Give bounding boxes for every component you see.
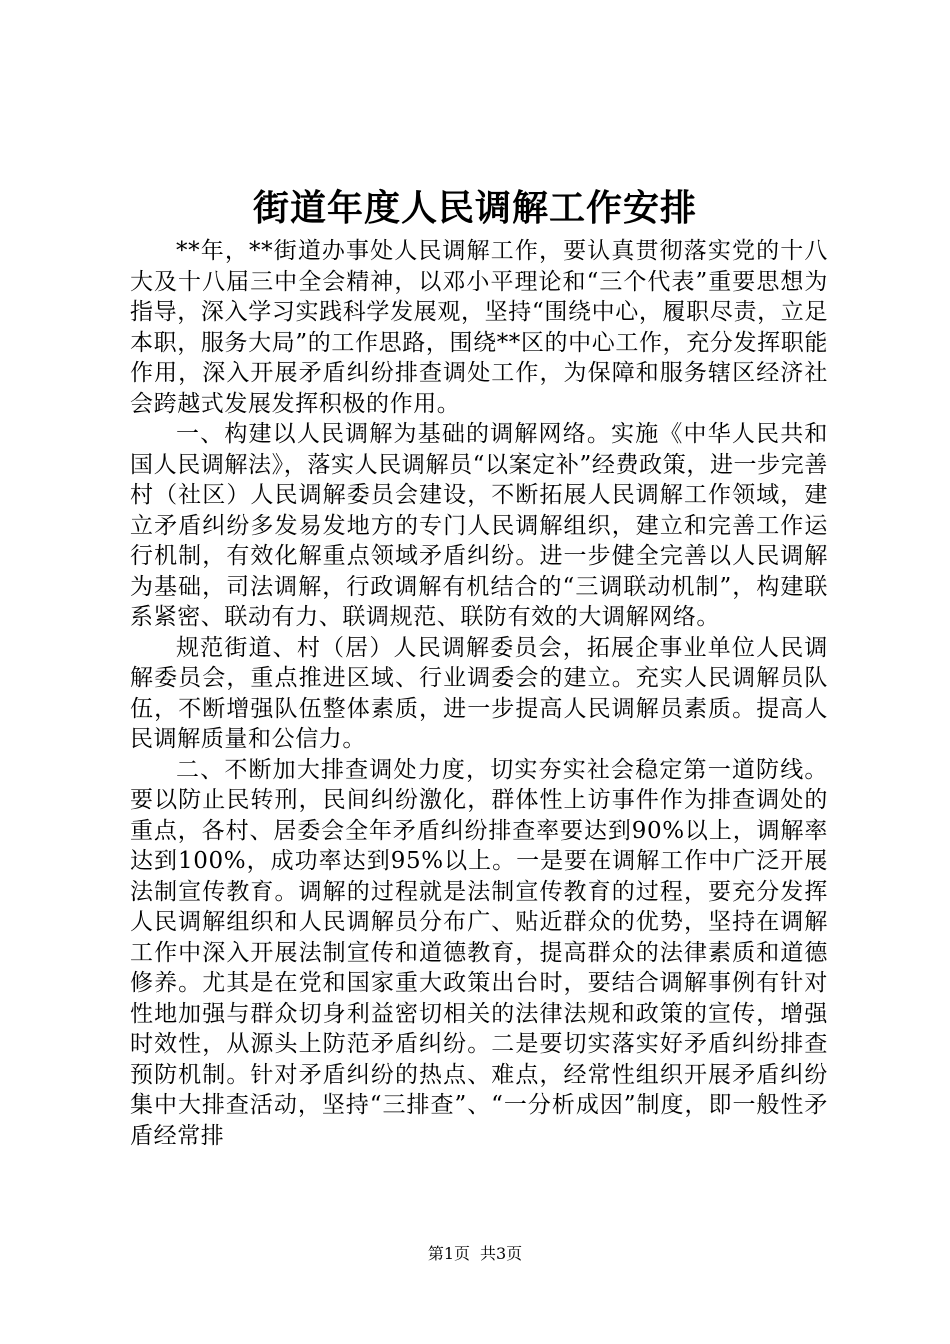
page-number-current: 第1页 [427,1244,470,1263]
document-body [130,236,828,1151]
page-number-total: 共3页 [480,1244,523,1263]
paragraph-section-two: 二、不断加大排查调处力度，切实夯实社会稳定第一道防线。要以防止民转刑，民间纠纷激化，群体性上访事件作为排查调处的重点，各村、居委会全年矛盾纠纷排查率要达到90%以上，调解率达到100%，成功率达到95%以上。一是要在调解工作中广泛开展法制宣传教育。调解的过程就是法制宣传教育的过程，要充分发挥人民调解组织和人民调解员分布广、贴近群众的优势，坚持在调解工作中深入开展法制宣传和道德教育，提高群众的法律素质和道德修养。尤其是在党和国家重大政策出台时，要结合调解事例有针对性地加强与群众切身利益密切相关的法律法规和政策的宣传，增强时效性，从源头上防范矛盾纠纷。二是要切实落实好矛盾纠纷排查预防机制。针对矛盾纠纷的热点、难点，经常性组织开展矛盾纠纷集中大排查活动，坚持“三排查”、“一分析成因”制度，即一般性矛盾经常排 [130,756,828,1149]
document-title: 街道年度人民调解工作安排 [252,187,697,229]
paragraph-section-one: 一、构建以人民调解为基础的调解网络。实施《中华人民共和国人民调解法》，落实人民调解员“以案定补”经费政策，进一步完善村（社区）人民调解委员会建设，不断拓展人民调解工作领域，建立矛盾纠纷多发易发地方的专门人民调解组织，建立和完善工作运行机制，有效化解重点领域矛盾纠纷。进一步健全完善以人民调解为基础，司法调解，行政调解有机结合的“三调联动机制”，构建联系紧密、联动有力、联调规范、联防有效的大调解网络。 [130,421,828,630]
paragraph-intro: **年，**街道办事处人民调解工作，要认真贯彻落实党的十八大及十八届三中全会精神，以邓小平理论和“三个代表”重要思想为指导，深入学习实践科学发展观，坚持“围绕中心，履职尽责，立足本职，服务大局”的工作思路，围绕**区的中心工作，充分发挥职能作用，深入开展矛盾纠纷排查调处工作，为保障和服务辖区经济社会跨越式发展发挥积极的作用。 [130,238,828,417]
page-footer [0,1244,950,1264]
paragraph-regulate-committees: 规范街道、村（居）人民调解委员会，拓展企事业单位人民调解委员会，重点推进区域、行业调委会的建立。充实人民调解员队伍，不断增强队伍整体素质，进一步提高人民调解员素质。提高人民调解质量和公信力。 [130,634,828,752]
